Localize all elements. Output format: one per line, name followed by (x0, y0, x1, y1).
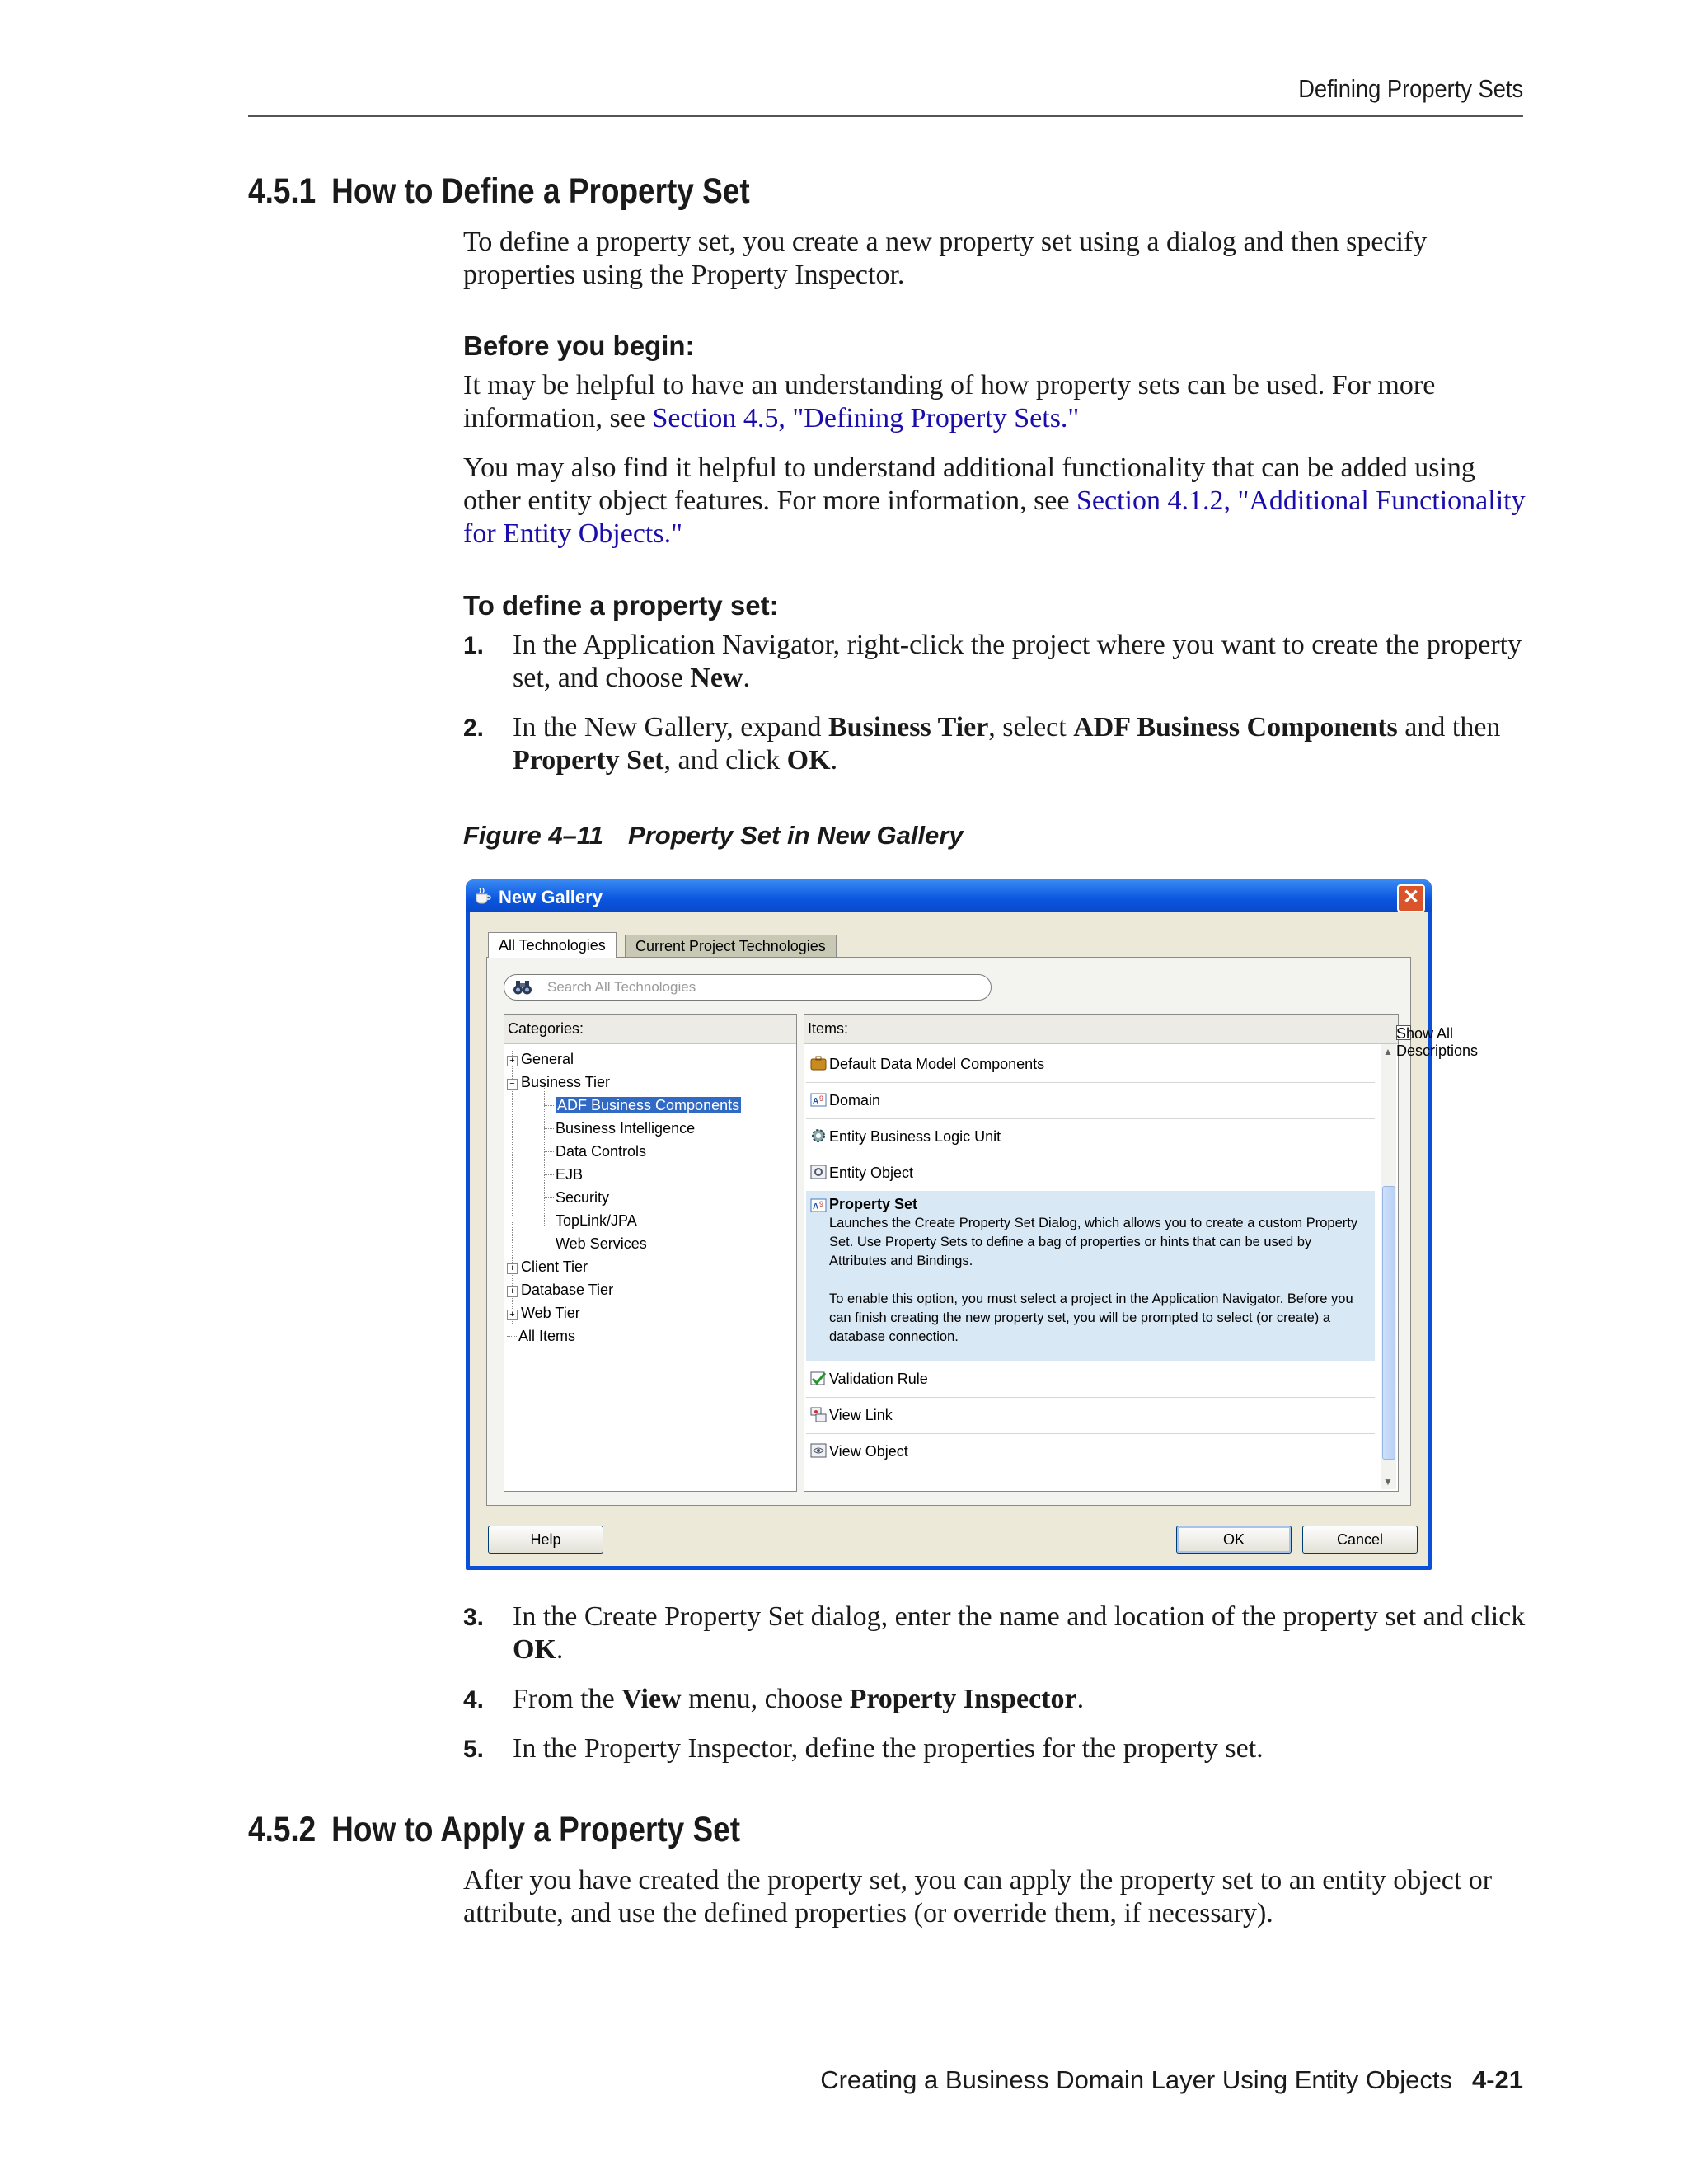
tab-all-technologies[interactable]: All Technologies (488, 932, 617, 958)
svg-text:9: 9 (819, 1094, 824, 1103)
section-number: 4.5.2 (248, 1810, 316, 1849)
scroll-thumb[interactable] (1382, 1186, 1395, 1460)
ui-term: OK (513, 1634, 556, 1665)
step-5 (463, 1732, 1526, 1765)
step-text: From the (513, 1684, 622, 1714)
ui-term: OK (786, 745, 831, 776)
item-view-object[interactable]: View Object (806, 1433, 1375, 1469)
new-gallery-dialog (466, 879, 1479, 1570)
view-object-icon (809, 1441, 828, 1460)
property-set-description (829, 1214, 1365, 1366)
jdeveloper-cup-icon (474, 887, 492, 905)
before-paragraph-1 (463, 369, 1526, 435)
step-text: In the Application Navigator, right-click the project where you want to create the property set, and choose (513, 630, 1522, 693)
section-heading-4-5-2 (248, 1810, 740, 1850)
before-paragraph-2 (463, 452, 1526, 551)
items-scrollbar[interactable] (1381, 1044, 1396, 1489)
section-title: How to Define a Property Set (331, 171, 750, 211)
before-p2-text: You may also find it helpful to understand additional functionality that can be added using other entity object features. For more information, see (463, 452, 1475, 516)
tree-item-data-controls[interactable]: Data Controls (544, 1143, 646, 1160)
item-property-set[interactable]: A 9 Property Set Launches the Create Property Set Dialog, which allows you to create a custom Property Set. Use Property Sets to define a bag of properties or hints that can be used by Attributes and Bindings. To enable this option, you must select a project in the Application Navigator. Before you can finish creating the new property set, you will be prompted to select (or create) a database connection. (806, 1191, 1375, 1361)
step-number: 4. (463, 1686, 485, 1713)
section-number: 4.5.1 (248, 171, 316, 211)
step-number: 1. (463, 632, 485, 659)
show-all-label: Show All Descriptions (1396, 1025, 1479, 1059)
scroll-up-arrow-icon[interactable]: ▲ (1383, 1046, 1393, 1057)
header-rule (248, 115, 1523, 117)
footer-text: Creating a Business Domain Layer Using Entity Objects (820, 2065, 1452, 2094)
page-number: 4-21 (1471, 2065, 1523, 2094)
gear-icon (809, 1127, 828, 1145)
tree-item-business-intelligence[interactable]: Business Intelligence (544, 1120, 695, 1137)
domain-icon (809, 1090, 828, 1108)
link-section-4-5[interactable]: Section 4.5, "Defining Property Sets." (652, 403, 1080, 434)
binoculars-icon (513, 978, 532, 996)
svg-text:A: A (813, 1097, 819, 1106)
item-entity-business-logic-unit[interactable]: Entity Business Logic Unit (806, 1118, 1375, 1155)
step-2 (463, 711, 1526, 777)
tree-item-ejb[interactable]: EJB (544, 1166, 583, 1183)
tree-item-adf-business-components[interactable]: ADF Business Components (544, 1097, 741, 1114)
search-placeholder: Search All Technologies (547, 979, 696, 995)
tree-item-client-tier[interactable]: + Client Tier (507, 1258, 588, 1276)
dialog-client (470, 912, 1479, 1566)
running-head: Defining Property Sets (1298, 74, 1523, 103)
step-text: . (830, 745, 838, 776)
step-text: . (743, 663, 750, 693)
link-section-4-1-2[interactable]: Section 4.1.2, "Additional Functionality for Entity Objects." (463, 485, 1526, 549)
tree-item-database-tier[interactable]: + Database Tier (507, 1282, 613, 1299)
ui-term: ADF Business Components (1073, 712, 1398, 743)
figure-label: Figure 4–11 (463, 821, 604, 850)
step-text: In the Property Inspector, define the properties for the property set. (513, 1733, 1264, 1764)
items-pane (804, 1014, 1479, 1492)
step-text: , select (988, 712, 1074, 743)
svg-text:A: A (813, 1202, 819, 1212)
step-text: . (556, 1634, 564, 1665)
item-domain[interactable]: A 9 Domain (806, 1082, 1375, 1119)
item-view-link[interactable]: View Link (806, 1397, 1375, 1434)
tree-item-business-tier[interactable]: − Business Tier (507, 1074, 610, 1091)
close-button[interactable]: ✕ (1397, 884, 1425, 912)
item-validation-rule[interactable]: Validation Rule (806, 1361, 1375, 1398)
before-you-begin-heading: Before you begin: (463, 330, 695, 361)
page-footer (820, 2065, 1523, 2095)
tree-item-toplink-jpa[interactable]: TopLink/JPA (544, 1212, 637, 1230)
items-label: Items: (808, 1020, 849, 1037)
categories-header (504, 1015, 796, 1044)
ui-term: Business Tier (828, 712, 989, 743)
description-paragraph: Launches the Create Property Set Dialog, which allows you to create a custom Property Set. Use Property Sets to define a bag of properties or hints that can be used by Attributes and Bindings. (829, 1216, 1358, 1268)
step-number: 5. (463, 1736, 485, 1763)
tab-current-project-technologies[interactable]: Current Project Technologies (625, 935, 837, 958)
dialog-title: New Gallery (499, 887, 603, 907)
step-text: In the Create Property Set dialog, enter the name and location of the property set and click (513, 1601, 1526, 1632)
step-text: , and click (663, 745, 787, 776)
description-paragraph: To enable this option, you must select a project in the Application Navigator. Before you can finish creating the new property set, you will be prompted to select (or create) a database connection. (829, 1291, 1353, 1344)
intro-paragraph: To define a property set, you create a new property set using a dialog and then specify properties using the Property Inspector. (463, 227, 1428, 290)
tree-item-general[interactable]: + General (507, 1051, 574, 1068)
checkmark-icon (809, 1369, 828, 1387)
step-4 (463, 1683, 1526, 1716)
step-text: In the New Gallery, expand (513, 712, 828, 743)
item-entity-object[interactable]: Entity Object (806, 1155, 1375, 1192)
search-input[interactable] (504, 974, 992, 1001)
items-header (804, 1015, 1479, 1059)
step-text: . (1076, 1684, 1085, 1714)
property-set-icon (809, 1196, 828, 1214)
figure-caption (463, 821, 964, 851)
ui-term: View (621, 1684, 682, 1714)
section-heading-4-5-1 (248, 171, 750, 212)
svg-text:9: 9 (819, 1200, 824, 1208)
tree-item-web-tier[interactable]: + Web Tier (507, 1305, 580, 1322)
item-default-data-model-components[interactable]: Default Data Model Components (806, 1046, 1375, 1083)
cancel-button[interactable]: Cancel (1302, 1526, 1418, 1554)
before-p1-text: It may be helpful to have an understanding of how property sets can be used. For more information, see (463, 370, 1436, 434)
tab-panel (486, 957, 1479, 1506)
step-number: 3. (463, 1604, 485, 1631)
ok-button[interactable]: OK (1176, 1526, 1292, 1554)
tree-item-all-items[interactable]: All Items (507, 1328, 575, 1345)
section2-intro: After you have created the property set, you can apply the property set to an entity object or attribute, and use the defined properties (or override them, if necessary). (463, 1865, 1493, 1929)
briefcase-icon (809, 1054, 828, 1072)
categories-pane (504, 1014, 797, 1492)
ui-term: New (690, 663, 743, 693)
ui-term: Property Set (513, 745, 664, 776)
dialog-titlebar[interactable] (466, 879, 1432, 912)
step-text: menu, choose (681, 1684, 850, 1714)
view-link-icon (809, 1405, 828, 1423)
step-text: and then (1397, 712, 1501, 743)
categories-label: Categories: (508, 1020, 584, 1037)
procedure-heading: To define a property set: (463, 590, 779, 621)
scroll-down-arrow-icon[interactable]: ▼ (1383, 1476, 1393, 1488)
step-1 (463, 629, 1526, 695)
help-button[interactable]: Help (488, 1526, 603, 1554)
step-3 (463, 1601, 1526, 1666)
tree-item-security[interactable]: Security (544, 1189, 609, 1207)
ui-term: Property Inspector (849, 1684, 1077, 1714)
figure-title: Property Set in New Gallery (628, 821, 964, 850)
tree-item-web-services[interactable]: Web Services (544, 1235, 647, 1253)
section-title: How to Apply a Property Set (331, 1810, 741, 1849)
step-number: 2. (463, 715, 485, 742)
entity-object-icon (809, 1163, 828, 1181)
